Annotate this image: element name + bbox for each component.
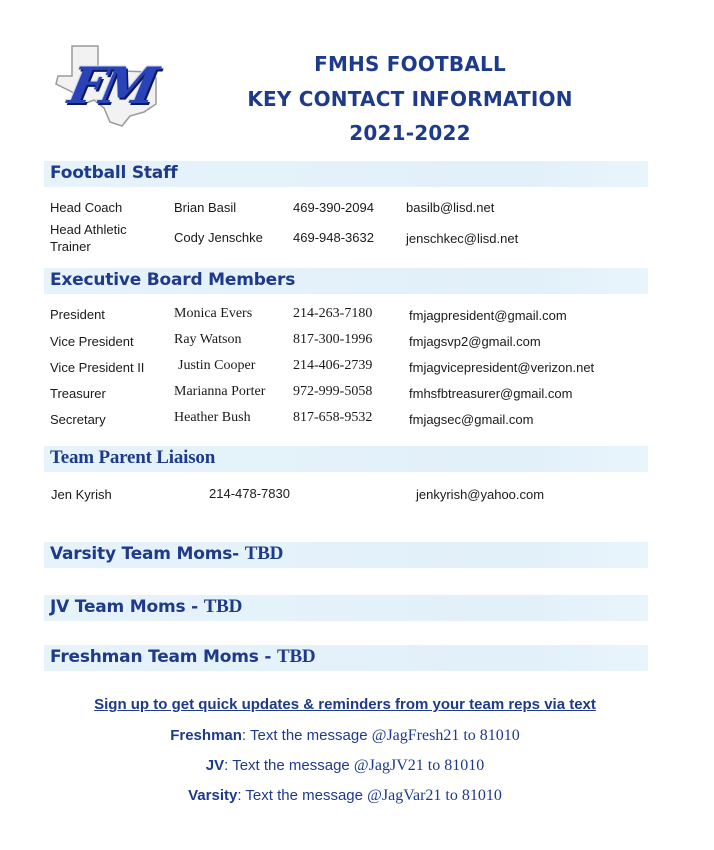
fm-logo — [52, 42, 164, 128]
board-name: Monica Evers — [174, 306, 253, 321]
signup-line-varsity — [0, 787, 690, 805]
team-label: Varsity — [188, 787, 238, 804]
page-title: FMHS FOOTBALL — [314, 52, 506, 76]
board-phone: 214-406-2739 — [293, 358, 373, 373]
staff-role: Head Athletic Trainer — [50, 222, 127, 254]
board-role: Vice President — [50, 334, 134, 349]
board-email: fmjagvicepresident@verizon.net — [409, 360, 595, 375]
signup-line-freshman — [0, 727, 690, 745]
staff-name: Brian Basil — [174, 200, 237, 215]
board-name: Ray Watson — [174, 332, 242, 347]
text-code: @JagVar21 to 81010 — [367, 787, 502, 804]
page-subtitle: KEY CONTACT INFORMATION — [247, 87, 573, 111]
jv-moms-tbd: TBD — [203, 596, 243, 617]
instruction: : Text the message — [224, 757, 350, 774]
signup-line-jv — [0, 757, 690, 775]
board-role: Vice President II — [50, 360, 145, 375]
board-name: Justin Cooper — [178, 358, 256, 373]
board-email: fmjagsvp2@gmail.com — [409, 334, 541, 349]
staff-email: basilb@lisd.net — [406, 200, 495, 215]
board-email: fmhsfbtreasurer@gmail.com — [409, 386, 573, 401]
text-code: @JagJV21 to 81010 — [353, 757, 485, 774]
liaison-name: Jen Kyrish — [51, 487, 112, 502]
staff-phone: 469-390-2094 — [293, 200, 374, 215]
staff-role: Head Coach — [50, 200, 123, 215]
board-phone: 817-300-1996 — [293, 332, 373, 347]
instruction: : Text the message — [237, 787, 363, 804]
board-name: Heather Bush — [174, 410, 251, 425]
text-code: @JagFresh21 to 81010 — [371, 727, 520, 744]
board-email: fmjagsec@gmail.com — [409, 412, 534, 427]
team-label: JV — [205, 757, 225, 774]
section-title-football-staff: Football Staff — [50, 163, 178, 183]
signup-heading[interactable]: Sign up to get quick updates & reminders from your team reps via text — [94, 696, 596, 713]
section-title-varsity-moms — [50, 543, 283, 565]
section-title-jv-moms — [50, 596, 242, 618]
board-role: Secretary — [50, 412, 106, 427]
freshman-moms-label: Freshman Team Moms - — [50, 647, 272, 667]
freshman-moms-tbd: TBD — [276, 646, 316, 667]
season-year: 2021-2022 — [349, 121, 471, 145]
staff-phone: 469-948-3632 — [293, 230, 374, 245]
board-role: President — [50, 307, 105, 322]
jv-moms-label: JV Team Moms - — [50, 597, 198, 617]
board-name: Marianna Porter — [174, 384, 266, 399]
team-label: Freshman — [170, 727, 242, 744]
section-title-team-parent-liaison: Team Parent Liaison — [50, 447, 216, 468]
liaison-email: jenkyrish@yahoo.com — [416, 487, 545, 502]
logo-lettering: FM — [63, 56, 160, 115]
staff-name: Cody Jenschke — [174, 230, 263, 245]
section-title-freshman-moms — [50, 646, 315, 668]
staff-email: jenschkec@lisd.net — [406, 231, 519, 246]
board-phone: 972-999-5058 — [293, 384, 373, 399]
liaison-phone: 214-478-7830 — [209, 486, 290, 501]
instruction: : Text the message — [241, 727, 368, 744]
section-title-executive-board: Executive Board Members — [50, 270, 296, 290]
board-phone: 817-658-9532 — [293, 410, 373, 425]
board-email: fmjagpresident@gmail.com — [409, 308, 567, 323]
board-phone: 214-263-7180 — [293, 306, 373, 321]
varsity-moms-label: Varsity Team Moms- — [50, 544, 240, 564]
varsity-moms-tbd: TBD — [244, 543, 284, 564]
board-role: Treasurer — [50, 386, 106, 401]
